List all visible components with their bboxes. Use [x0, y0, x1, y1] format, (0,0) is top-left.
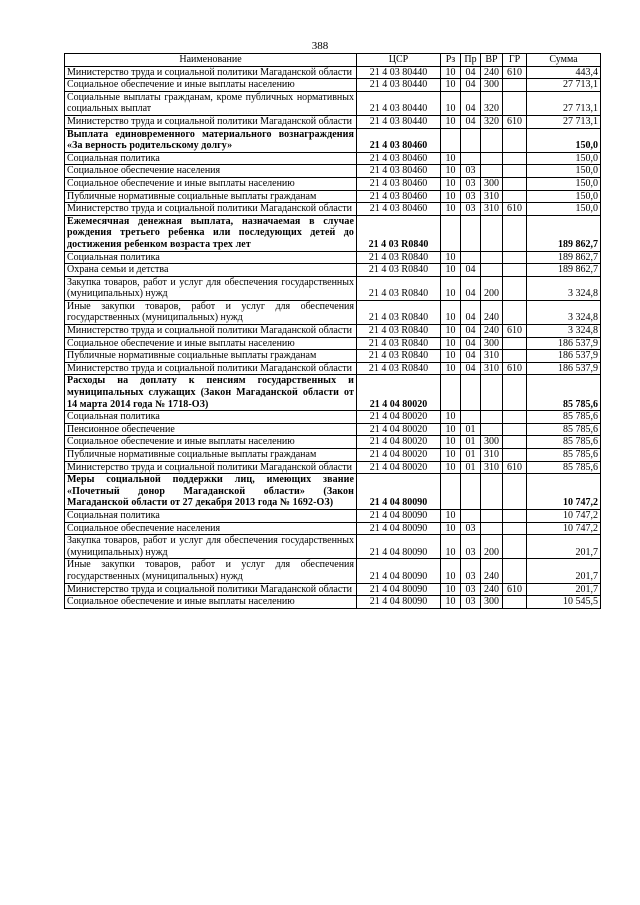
row-rz: 10 — [441, 461, 461, 474]
row-pr — [461, 474, 481, 510]
row-rz: 10 — [441, 362, 461, 375]
row-sum: 201,7 — [527, 559, 601, 583]
row-sum: 150,0 — [527, 177, 601, 190]
row-name: Закупка товаров, работ и услуг для обеспечения государственных (муниципальных) нужд — [65, 535, 357, 559]
row-pr — [461, 251, 481, 264]
row-pr — [461, 152, 481, 165]
row-vr — [481, 264, 503, 277]
row-vr: 240 — [481, 300, 503, 324]
row-rz: 10 — [441, 337, 461, 350]
row-csr: 21 4 03 R0840 — [357, 276, 441, 300]
row-name: Социальное обеспечение населения — [65, 165, 357, 178]
row-pr: 04 — [461, 276, 481, 300]
row-gr: 610 — [503, 362, 527, 375]
row-csr: 21 4 04 80090 — [357, 583, 441, 596]
row-rz: 10 — [441, 91, 461, 115]
row-vr: 320 — [481, 91, 503, 115]
row-gr: 610 — [503, 583, 527, 596]
row-vr: 240 — [481, 66, 503, 79]
row-pr: 03 — [461, 535, 481, 559]
table-row — [65, 79, 601, 92]
row-vr: 320 — [481, 115, 503, 128]
row-gr — [503, 436, 527, 449]
table-row — [65, 115, 601, 128]
row-name: Социальное обеспечение населения — [65, 522, 357, 535]
row-pr — [461, 509, 481, 522]
row-csr: 21 4 03 R0840 — [357, 215, 441, 251]
row-name: Меры социальной поддержки лиц, имеющих звание «Почетный донор Магаданской области» (Закон Магаданской области от 27 декабря 2013 года № 1692-ОЗ) — [65, 474, 357, 510]
row-name: Министерство труда и социальной политики Магаданской области — [65, 461, 357, 474]
row-vr: 300 — [481, 436, 503, 449]
row-csr: 21 4 04 80090 — [357, 559, 441, 583]
row-sum: 150,0 — [527, 190, 601, 203]
row-sum: 85 785,6 — [527, 411, 601, 424]
table-row — [65, 583, 601, 596]
row-rz: 10 — [441, 177, 461, 190]
table-row — [65, 203, 601, 216]
header-rz: Рз — [441, 54, 461, 67]
row-csr: 21 4 04 80090 — [357, 596, 441, 609]
row-gr — [503, 411, 527, 424]
row-vr: 300 — [481, 79, 503, 92]
row-rz — [441, 128, 461, 152]
row-gr — [503, 535, 527, 559]
row-name: Социальные выплаты гражданам, кроме публичных нормативных социальных выплат — [65, 91, 357, 115]
table-row — [65, 325, 601, 338]
header-pr: Пр — [461, 54, 481, 67]
row-vr: 200 — [481, 535, 503, 559]
row-vr — [481, 215, 503, 251]
row-gr: 610 — [503, 461, 527, 474]
row-csr: 21 4 04 80020 — [357, 375, 441, 411]
table-row — [65, 165, 601, 178]
table-row — [65, 300, 601, 324]
row-sum: 10 747,2 — [527, 474, 601, 510]
row-csr: 21 4 03 R0840 — [357, 362, 441, 375]
row-name: Министерство труда и социальной политики Магаданской области — [65, 583, 357, 596]
row-pr: 01 — [461, 449, 481, 462]
row-csr: 21 4 03 80460 — [357, 190, 441, 203]
row-name: Охрана семьи и детства — [65, 264, 357, 277]
row-vr — [481, 375, 503, 411]
row-vr: 300 — [481, 596, 503, 609]
row-gr — [503, 337, 527, 350]
row-rz: 10 — [441, 165, 461, 178]
row-rz: 10 — [441, 276, 461, 300]
table-row — [65, 177, 601, 190]
row-vr: 310 — [481, 449, 503, 462]
table-row — [65, 461, 601, 474]
table-row — [65, 522, 601, 535]
row-gr — [503, 177, 527, 190]
row-rz: 10 — [441, 583, 461, 596]
row-name: Публичные нормативные социальные выплаты гражданам — [65, 350, 357, 363]
row-gr — [503, 375, 527, 411]
row-csr: 21 4 03 R0840 — [357, 264, 441, 277]
row-gr — [503, 300, 527, 324]
row-pr: 04 — [461, 91, 481, 115]
row-pr: 04 — [461, 79, 481, 92]
row-pr: 03 — [461, 165, 481, 178]
table-row — [65, 411, 601, 424]
row-sum: 3 324,8 — [527, 276, 601, 300]
row-sum: 150,0 — [527, 128, 601, 152]
row-name: Социальное обеспечение и иные выплаты населению — [65, 79, 357, 92]
row-rz — [441, 215, 461, 251]
header-sum: Сумма — [527, 54, 601, 67]
row-rz: 10 — [441, 596, 461, 609]
row-name: Социальная политика — [65, 251, 357, 264]
table-row — [65, 215, 601, 251]
row-rz: 10 — [441, 300, 461, 324]
row-vr: 310 — [481, 203, 503, 216]
row-gr — [503, 152, 527, 165]
row-rz: 10 — [441, 436, 461, 449]
row-name: Социальная политика — [65, 509, 357, 522]
row-rz: 10 — [441, 522, 461, 535]
row-rz: 10 — [441, 203, 461, 216]
row-csr: 21 4 04 80090 — [357, 522, 441, 535]
row-sum: 189 862,7 — [527, 264, 601, 277]
row-sum: 85 785,6 — [527, 436, 601, 449]
header-gr: ГР — [503, 54, 527, 67]
row-vr: 240 — [481, 559, 503, 583]
row-sum: 150,0 — [527, 165, 601, 178]
row-sum: 186 537,9 — [527, 337, 601, 350]
row-gr — [503, 522, 527, 535]
row-csr: 21 4 04 80020 — [357, 461, 441, 474]
row-name: Расходы на доплату к пенсиям государственных и муниципальных служащих (Закон Магаданской области от 14 марта 2014 года № 1718-ОЗ) — [65, 375, 357, 411]
table-row — [65, 152, 601, 165]
table-body — [65, 66, 601, 608]
table-row — [65, 276, 601, 300]
row-name: Министерство труда и социальной политики Магаданской области — [65, 203, 357, 216]
row-pr: 03 — [461, 190, 481, 203]
table-row — [65, 474, 601, 510]
row-name: Министерство труда и социальной политики Магаданской области — [65, 362, 357, 375]
row-rz — [441, 375, 461, 411]
table-row — [65, 559, 601, 583]
row-vr — [481, 128, 503, 152]
row-rz — [441, 474, 461, 510]
row-vr — [481, 411, 503, 424]
table-row — [65, 535, 601, 559]
row-pr — [461, 375, 481, 411]
row-pr: 01 — [461, 423, 481, 436]
row-vr: 300 — [481, 337, 503, 350]
row-rz: 10 — [441, 559, 461, 583]
row-gr — [503, 128, 527, 152]
row-pr: 03 — [461, 177, 481, 190]
budget-table — [64, 53, 601, 609]
row-sum: 85 785,6 — [527, 423, 601, 436]
row-gr — [503, 509, 527, 522]
row-sum: 27 713,1 — [527, 91, 601, 115]
row-vr: 240 — [481, 583, 503, 596]
row-name: Публичные нормативные социальные выплаты гражданам — [65, 190, 357, 203]
row-pr: 03 — [461, 203, 481, 216]
row-sum: 189 862,7 — [527, 215, 601, 251]
row-csr: 21 4 03 80440 — [357, 115, 441, 128]
row-name: Ежемесячная денежная выплата, назначаемая в случае рождения третьего ребенка или последующих детей до достижения ребенком возраста трех лет — [65, 215, 357, 251]
row-name: Социальное обеспечение и иные выплаты населению — [65, 177, 357, 190]
row-rz: 10 — [441, 535, 461, 559]
row-sum: 27 713,1 — [527, 79, 601, 92]
row-gr — [503, 251, 527, 264]
row-rz: 10 — [441, 423, 461, 436]
row-rz: 10 — [441, 449, 461, 462]
row-vr: 200 — [481, 276, 503, 300]
row-csr: 21 4 03 80440 — [357, 79, 441, 92]
row-pr: 04 — [461, 264, 481, 277]
row-csr: 21 4 03 R0840 — [357, 325, 441, 338]
row-pr: 03 — [461, 559, 481, 583]
row-rz: 10 — [441, 79, 461, 92]
row-csr: 21 4 03 80440 — [357, 66, 441, 79]
row-vr — [481, 423, 503, 436]
row-pr: 03 — [461, 522, 481, 535]
row-name: Иные закупки товаров, работ и услуг для обеспечения государственных (муниципальных) нужд — [65, 300, 357, 324]
row-gr — [503, 79, 527, 92]
row-csr: 21 4 04 80090 — [357, 474, 441, 510]
row-csr: 21 4 03 80460 — [357, 165, 441, 178]
row-rz: 10 — [441, 509, 461, 522]
row-pr: 04 — [461, 115, 481, 128]
table-row — [65, 596, 601, 609]
table-row — [65, 128, 601, 152]
row-sum: 10 747,2 — [527, 522, 601, 535]
header-csr: ЦСР — [357, 54, 441, 67]
row-sum: 10 545,5 — [527, 596, 601, 609]
row-pr: 04 — [461, 337, 481, 350]
row-sum: 3 324,8 — [527, 325, 601, 338]
row-pr: 03 — [461, 583, 481, 596]
row-pr: 04 — [461, 362, 481, 375]
table-row — [65, 350, 601, 363]
row-pr: 04 — [461, 300, 481, 324]
row-vr: 310 — [481, 362, 503, 375]
row-gr — [503, 91, 527, 115]
row-pr — [461, 411, 481, 424]
row-csr: 21 4 03 R0840 — [357, 337, 441, 350]
row-csr: 21 4 04 80020 — [357, 411, 441, 424]
row-name: Министерство труда и социальной политики Магаданской области — [65, 115, 357, 128]
row-gr — [503, 449, 527, 462]
row-rz: 10 — [441, 264, 461, 277]
table-row — [65, 190, 601, 203]
row-pr: 01 — [461, 436, 481, 449]
row-sum: 186 537,9 — [527, 350, 601, 363]
row-csr: 21 4 03 R0840 — [357, 350, 441, 363]
row-gr — [503, 474, 527, 510]
row-sum: 186 537,9 — [527, 362, 601, 375]
row-sum: 201,7 — [527, 583, 601, 596]
row-vr — [481, 509, 503, 522]
row-csr: 21 4 04 80090 — [357, 535, 441, 559]
row-name: Министерство труда и социальной политики Магаданской области — [65, 325, 357, 338]
row-rz: 10 — [441, 190, 461, 203]
header-vr: ВР — [481, 54, 503, 67]
row-rz: 10 — [441, 152, 461, 165]
row-rz: 10 — [441, 350, 461, 363]
row-csr: 21 4 03 R0840 — [357, 300, 441, 324]
table-row — [65, 337, 601, 350]
row-sum: 85 785,6 — [527, 375, 601, 411]
row-gr: 610 — [503, 66, 527, 79]
table-row — [65, 264, 601, 277]
row-sum: 201,7 — [527, 535, 601, 559]
row-gr — [503, 190, 527, 203]
row-pr — [461, 128, 481, 152]
row-rz: 10 — [441, 115, 461, 128]
row-pr: 04 — [461, 350, 481, 363]
row-gr — [503, 165, 527, 178]
row-csr: 21 4 03 80440 — [357, 91, 441, 115]
row-gr — [503, 559, 527, 583]
row-gr: 610 — [503, 115, 527, 128]
row-name: Социальное обеспечение и иные выплаты населению — [65, 436, 357, 449]
header-name: Наименование — [65, 54, 357, 67]
row-sum: 85 785,6 — [527, 461, 601, 474]
row-name: Выплата единовременного материального вознаграждения «За верность родительскому долгу» — [65, 128, 357, 152]
row-name: Социальное обеспечение и иные выплаты населению — [65, 596, 357, 609]
row-gr — [503, 276, 527, 300]
row-csr: 21 4 04 80020 — [357, 436, 441, 449]
row-name: Социальная политика — [65, 411, 357, 424]
row-gr: 610 — [503, 203, 527, 216]
row-pr — [461, 215, 481, 251]
row-name: Социальная политика — [65, 152, 357, 165]
row-vr — [481, 152, 503, 165]
row-vr: 310 — [481, 190, 503, 203]
row-gr — [503, 350, 527, 363]
row-name: Пенсионное обеспечение — [65, 423, 357, 436]
row-rz: 10 — [441, 251, 461, 264]
row-sum: 150,0 — [527, 203, 601, 216]
row-gr — [503, 596, 527, 609]
row-name: Закупка товаров, работ и услуг для обеспечения государственных (муниципальных) нужд — [65, 276, 357, 300]
table-row — [65, 436, 601, 449]
table-row — [65, 449, 601, 462]
row-csr: 21 4 03 80460 — [357, 177, 441, 190]
table-row — [65, 251, 601, 264]
row-sum: 189 862,7 — [527, 251, 601, 264]
table-row — [65, 375, 601, 411]
row-csr: 21 4 03 R0840 — [357, 251, 441, 264]
row-vr: 310 — [481, 461, 503, 474]
row-name: Социальное обеспечение и иные выплаты населению — [65, 337, 357, 350]
row-rz: 10 — [441, 66, 461, 79]
row-vr: 300 — [481, 177, 503, 190]
row-gr — [503, 423, 527, 436]
row-sum: 443,4 — [527, 66, 601, 79]
row-pr: 01 — [461, 461, 481, 474]
row-name: Публичные нормативные социальные выплаты гражданам — [65, 449, 357, 462]
row-vr: 240 — [481, 325, 503, 338]
row-name: Министерство труда и социальной политики Магаданской области — [65, 66, 357, 79]
row-csr: 21 4 03 80460 — [357, 128, 441, 152]
table-row — [65, 91, 601, 115]
row-sum: 85 785,6 — [527, 449, 601, 462]
row-gr — [503, 264, 527, 277]
page-number: 388 — [311, 40, 329, 52]
row-csr: 21 4 04 80020 — [357, 449, 441, 462]
row-vr — [481, 522, 503, 535]
row-gr: 610 — [503, 325, 527, 338]
row-vr — [481, 474, 503, 510]
table-row — [65, 362, 601, 375]
row-vr: 310 — [481, 350, 503, 363]
table-header-row — [65, 54, 601, 67]
row-pr: 04 — [461, 325, 481, 338]
row-vr — [481, 165, 503, 178]
row-sum: 3 324,8 — [527, 300, 601, 324]
row-rz: 10 — [441, 325, 461, 338]
row-sum: 10 747,2 — [527, 509, 601, 522]
table-row — [65, 66, 601, 79]
row-csr: 21 4 04 80090 — [357, 509, 441, 522]
row-csr: 21 4 03 80460 — [357, 203, 441, 216]
row-sum: 27 713,1 — [527, 115, 601, 128]
table-row — [65, 423, 601, 436]
row-csr: 21 4 03 80460 — [357, 152, 441, 165]
row-name: Иные закупки товаров, работ и услуг для обеспечения государственных (муниципальных) нужд — [65, 559, 357, 583]
row-gr — [503, 215, 527, 251]
row-vr — [481, 251, 503, 264]
row-pr: 03 — [461, 596, 481, 609]
row-sum: 150,0 — [527, 152, 601, 165]
row-pr: 04 — [461, 66, 481, 79]
row-csr: 21 4 04 80020 — [357, 423, 441, 436]
table-row — [65, 509, 601, 522]
row-rz: 10 — [441, 411, 461, 424]
